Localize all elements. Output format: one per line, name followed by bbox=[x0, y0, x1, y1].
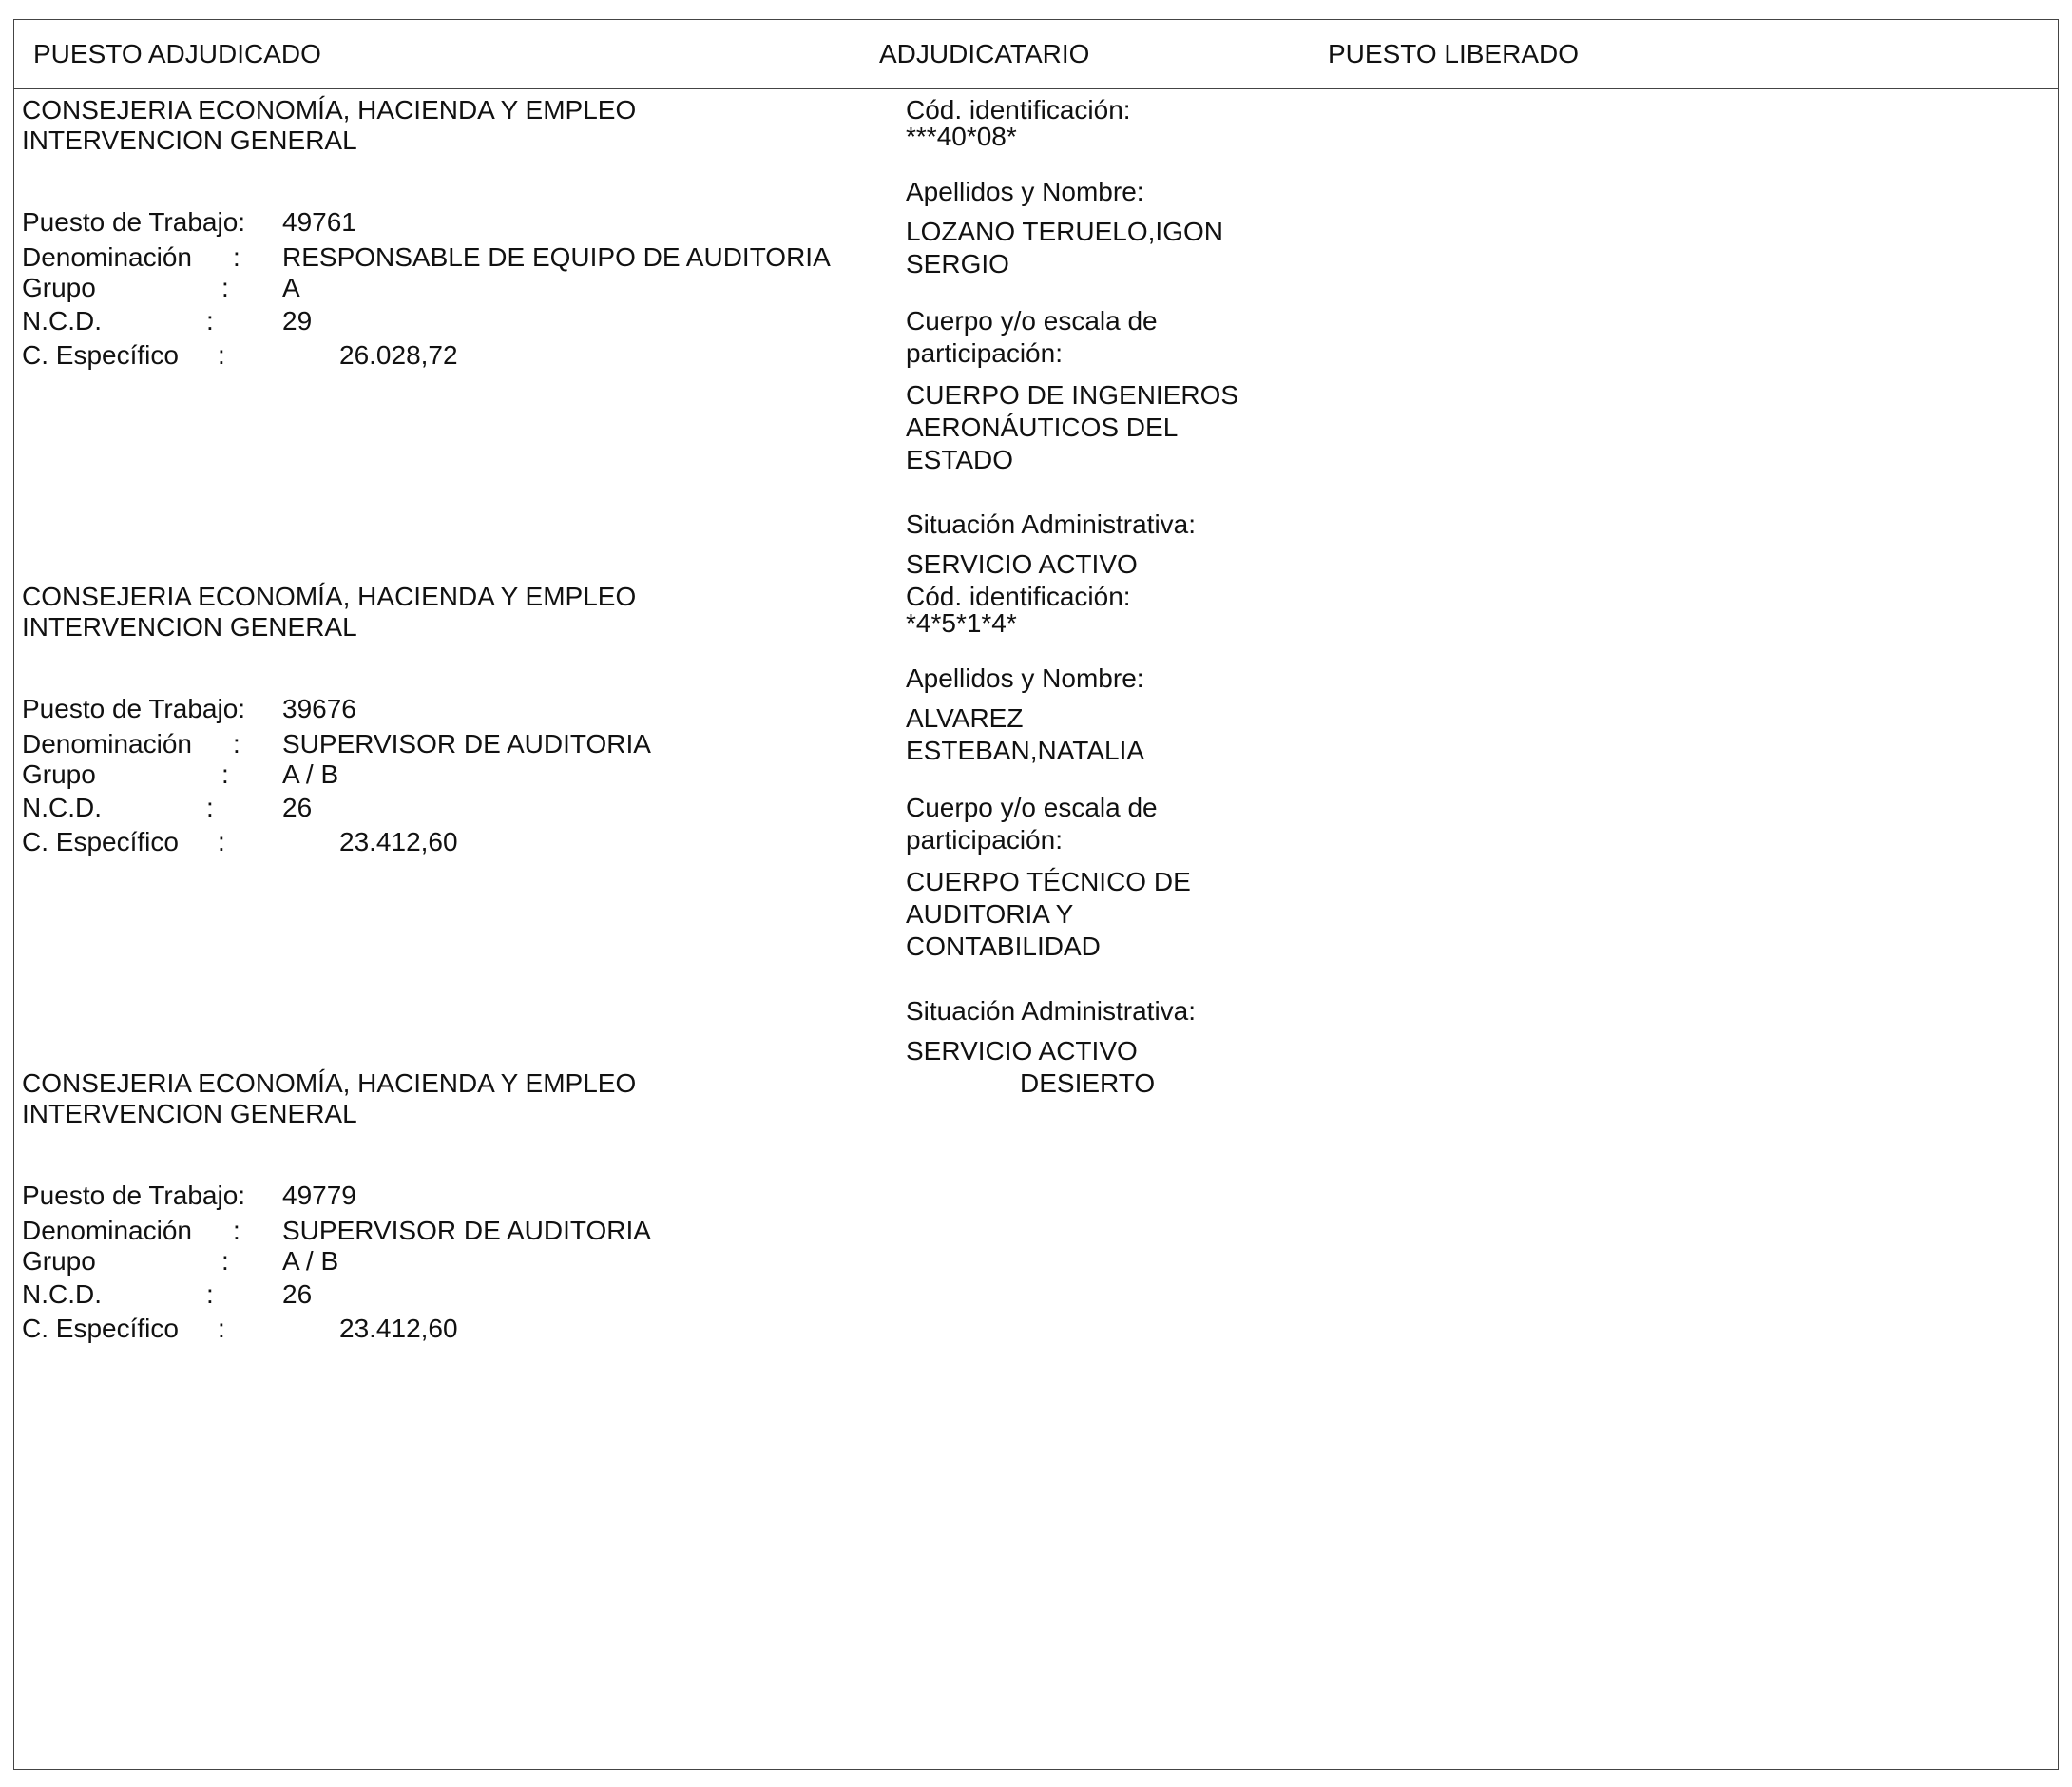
entry-2-ncd-colon: : bbox=[206, 793, 214, 822]
entry-1-cod-value: ***40*08* bbox=[906, 122, 1017, 151]
header-adjudicatario: ADJUDICATARIO bbox=[879, 39, 1090, 68]
entry-2-puesto-label: Puesto de Trabajo: bbox=[22, 694, 246, 723]
entry-3-ncd-colon: : bbox=[206, 1279, 214, 1309]
entry-2-grupo-label: Grupo bbox=[22, 759, 96, 789]
entry-3-grupo-colon: : bbox=[221, 1246, 229, 1276]
entry-3-centro: INTERVENCION GENERAL bbox=[22, 1099, 357, 1128]
entry-1-cod-label: Cód. identificación: bbox=[906, 95, 1131, 125]
entry-1-situacion-label: Situación Administrativa: bbox=[906, 509, 1197, 539]
entry-2-denominacion-colon: : bbox=[233, 729, 240, 759]
entry-2-especifico-colon: : bbox=[218, 827, 225, 856]
entry-2-ncd-value: 26 bbox=[282, 793, 313, 822]
entry-1-especifico-label: C. Específico bbox=[22, 340, 179, 370]
entry-1-especifico-colon: : bbox=[218, 340, 225, 370]
entry-1-ncd-value: 29 bbox=[282, 306, 313, 336]
entry-1-denominacion-label: Denominación bbox=[22, 242, 192, 272]
header-puesto-liberado: PUESTO LIBERADO bbox=[1328, 39, 1580, 68]
header-puesto-adjudicado: PUESTO ADJUDICADO bbox=[33, 39, 321, 68]
entry-1-grupo-label: Grupo bbox=[22, 273, 96, 302]
entry-2-cod-label: Cód. identificación: bbox=[906, 582, 1131, 611]
entry-2-cuerpo-line2: AUDITORIA Y bbox=[906, 899, 1074, 929]
entry-3-denominacion-label: Denominación bbox=[22, 1216, 192, 1245]
entry-2-puesto-value: 39676 bbox=[282, 694, 356, 723]
entry-3-ncd-label: N.C.D. bbox=[22, 1279, 102, 1309]
table-header bbox=[14, 20, 2058, 89]
entry-2-ncd-label: N.C.D. bbox=[22, 793, 102, 822]
entry-1-ncd-label: N.C.D. bbox=[22, 306, 102, 336]
entry-2-especifico-value: 23.412,60 bbox=[339, 827, 458, 856]
entry-2-consejeria: CONSEJERIA ECONOMÍA, HACIENDA Y EMPLEO bbox=[22, 582, 637, 611]
entry-2-centro: INTERVENCION GENERAL bbox=[22, 612, 357, 642]
entry-2-grupo-colon: : bbox=[221, 759, 229, 789]
entry-2-especifico-label: C. Específico bbox=[22, 827, 179, 856]
entry-3-grupo-value: A / B bbox=[282, 1246, 339, 1276]
entry-2-denominacion-value: SUPERVISOR DE AUDITORIA bbox=[282, 729, 651, 759]
entry-1-nombre-line1: LOZANO TERUELO,IGON bbox=[906, 217, 1223, 246]
entry-1-grupo-colon: : bbox=[221, 273, 229, 302]
entry-3-especifico-label: C. Específico bbox=[22, 1314, 179, 1343]
entry-1-ncd-colon: : bbox=[206, 306, 214, 336]
entry-1-puesto-label: Puesto de Trabajo: bbox=[22, 207, 246, 237]
entry-1-cuerpo-line3: ESTADO bbox=[906, 445, 1014, 474]
entry-1-denominacion-colon: : bbox=[233, 242, 240, 272]
entry-3-grupo-label: Grupo bbox=[22, 1246, 96, 1276]
entry-2-grupo-value: A / B bbox=[282, 759, 339, 789]
entry-1-puesto-value: 49761 bbox=[282, 207, 356, 237]
entry-1-cuerpo-line1: CUERPO DE INGENIEROS bbox=[906, 380, 1239, 410]
entry-2-cuerpo-line3: CONTABILIDAD bbox=[906, 932, 1101, 961]
entry-2-cuerpo-label-2: participación: bbox=[906, 825, 1063, 855]
entry-3-denominacion-value: SUPERVISOR DE AUDITORIA bbox=[282, 1216, 651, 1245]
entry-1-cuerpo-label-2: participación: bbox=[906, 338, 1063, 368]
entry-2-situacion-label: Situación Administrativa: bbox=[906, 996, 1197, 1026]
entry-1-consejeria: CONSEJERIA ECONOMÍA, HACIENDA Y EMPLEO bbox=[22, 95, 637, 125]
entry-1-cuerpo-line2: AERONÁUTICOS DEL bbox=[906, 413, 1179, 442]
entry-2-cuerpo-label-1: Cuerpo y/o escala de bbox=[906, 793, 1158, 822]
entry-3-puesto-label: Puesto de Trabajo: bbox=[22, 1181, 246, 1210]
entry-3-ncd-value: 26 bbox=[282, 1279, 313, 1309]
entry-3-denominacion-colon: : bbox=[233, 1216, 240, 1245]
entry-2-apellidos-label: Apellidos y Nombre: bbox=[906, 663, 1144, 693]
entry-3-especifico-value: 23.412,60 bbox=[339, 1314, 458, 1343]
entry-3-puesto-value: 49779 bbox=[282, 1181, 356, 1210]
entry-1-nombre-line2: SERGIO bbox=[906, 249, 1009, 279]
entry-2-cuerpo-line1: CUERPO TÉCNICO DE bbox=[906, 867, 1191, 896]
entry-1-situacion-value: SERVICIO ACTIVO bbox=[906, 549, 1138, 579]
entry-1-apellidos-label: Apellidos y Nombre: bbox=[906, 177, 1144, 206]
entry-2-situacion-value: SERVICIO ACTIVO bbox=[906, 1036, 1138, 1066]
entry-1-denominacion-value: RESPONSABLE DE EQUIPO DE AUDITORIA bbox=[282, 242, 831, 272]
entry-3-consejeria: CONSEJERIA ECONOMÍA, HACIENDA Y EMPLEO bbox=[22, 1068, 637, 1098]
document-table bbox=[13, 19, 2059, 1770]
entry-2-cod-value: *4*5*1*4* bbox=[906, 608, 1017, 638]
entry-3-desierto: DESIERTO bbox=[1020, 1068, 1156, 1098]
entry-1-cuerpo-label-1: Cuerpo y/o escala de bbox=[906, 306, 1158, 336]
entry-3-especifico-colon: : bbox=[218, 1314, 225, 1343]
entry-1-grupo-value: A bbox=[282, 273, 300, 302]
entry-2-denominacion-label: Denominación bbox=[22, 729, 192, 759]
entry-2-nombre-line2: ESTEBAN,NATALIA bbox=[906, 736, 1145, 765]
entry-2-nombre-line1: ALVAREZ bbox=[906, 703, 1024, 733]
entry-1-especifico-value: 26.028,72 bbox=[339, 340, 458, 370]
entry-1-centro: INTERVENCION GENERAL bbox=[22, 125, 357, 155]
